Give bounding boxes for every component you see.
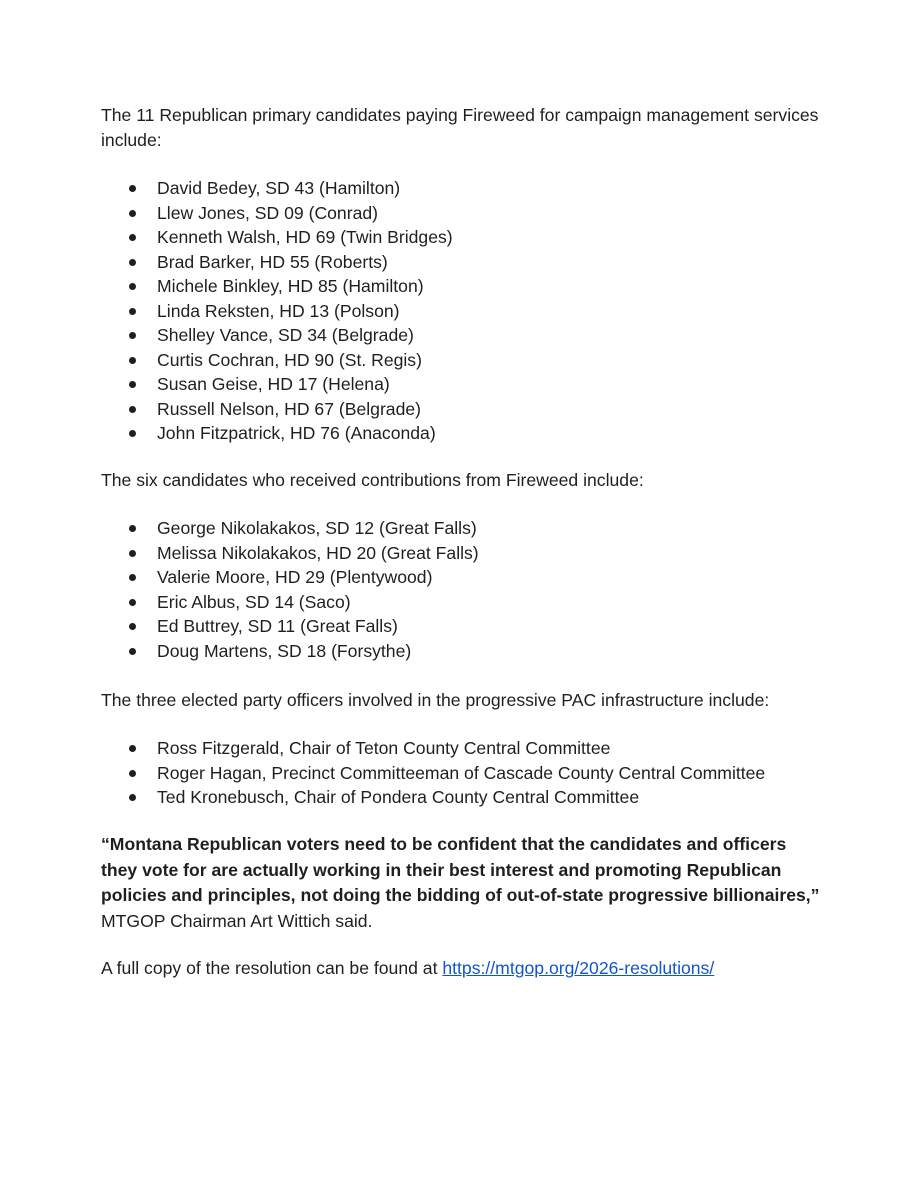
- list-item: [101, 274, 821, 299]
- bullet-icon: [129, 623, 136, 630]
- fireweed-contribution-candidates-list: [101, 516, 821, 663]
- bullet-icon: [129, 357, 136, 364]
- list-item-text: Eric Albus, SD 14 (Saco): [157, 591, 351, 612]
- list-item-text: Valerie Moore, HD 29 (Plentywood): [157, 567, 433, 587]
- bullet-icon: [129, 308, 136, 315]
- list-item-text: John Fitzpatrick, HD 76 (Anaconda): [157, 423, 436, 443]
- list-item: [101, 250, 821, 275]
- list-item-text: Shelley Vance, SD 34 (Belgrade): [157, 325, 414, 345]
- chairman-quote-paragraph: [101, 832, 821, 934]
- list-item: [101, 201, 821, 226]
- bullet-icon: [129, 234, 136, 241]
- list-item: [101, 736, 821, 761]
- list-item: [101, 421, 821, 446]
- bullet-icon: [129, 332, 136, 339]
- list-item: [101, 614, 821, 639]
- bullet-icon: [129, 185, 136, 192]
- list-item: [101, 372, 821, 397]
- list-item-text: Ross Fitzgerald, Chair of Teton County Central Committee: [157, 738, 611, 758]
- list-item-text: Linda Reksten, HD 13 (Polson): [157, 300, 400, 321]
- intro-paragraph-contributions: The six candidates who received contributions from Fireweed include:: [101, 470, 644, 490]
- list-item: [101, 565, 821, 590]
- list-item-text: Russell Nelson, HD 67 (Belgrade): [157, 398, 422, 419]
- list-item: [101, 590, 821, 615]
- closing-paragraph: [101, 956, 821, 981]
- bullet-icon: [129, 770, 136, 777]
- bullet-icon: [129, 550, 136, 557]
- list-item-text: Ed Buttrey, SD 11 (Great Falls): [157, 616, 398, 636]
- resolutions-link[interactable]: https://mtgop.org/2026-resolutions/: [442, 958, 715, 978]
- list-item-text: Brad Barker, HD 55 (Roberts): [157, 251, 388, 272]
- list-item-text: Susan Geise, HD 17 (Helena): [157, 374, 390, 394]
- quote-attribution: MTGOP Chairman Art Wittich said.: [101, 910, 373, 931]
- list-item-text: Ted Kronebusch, Chair of Pondera County Central Committee: [157, 787, 640, 807]
- bullet-icon: [129, 525, 136, 532]
- list-item: [101, 225, 821, 250]
- list-item: [101, 761, 821, 786]
- list-item: [101, 785, 821, 810]
- list-item-text: Curtis Cochran, HD 90 (St. Regis): [157, 349, 422, 370]
- list-item: [101, 299, 821, 324]
- bullet-icon: [129, 745, 136, 752]
- list-item: [101, 541, 821, 566]
- bullet-icon: [129, 381, 136, 388]
- list-item: [101, 516, 821, 541]
- closing-text: A full copy of the resolution can be found at: [101, 958, 443, 978]
- list-item: [101, 348, 821, 373]
- list-item-text: George Nikolakakos, SD 12 (Great Falls): [157, 518, 477, 538]
- bullet-icon: [129, 210, 136, 217]
- chairman-quote: “Montana Republican voters need to be confident that the candidates and officers they vote for are actually working in their best interest and promoting Republican policies and principles, not doing the bidding of out-of-state progressive billionaires,”: [101, 834, 820, 905]
- bullet-icon: [129, 430, 136, 437]
- list-item: [101, 323, 821, 348]
- list-item: [101, 639, 821, 664]
- party-officers-list: [101, 736, 821, 810]
- fireweed-management-candidates-list: [101, 176, 821, 446]
- intro-paragraph-management: The 11 Republican primary candidates paying Fireweed for campaign management services include:: [101, 105, 819, 150]
- bullet-icon: [129, 406, 136, 413]
- bullet-icon: [129, 648, 136, 655]
- bullet-icon: [129, 599, 136, 606]
- list-item-text: David Bedey, SD 43 (Hamilton): [157, 178, 401, 198]
- list-item-text: Melissa Nikolakakos, HD 20 (Great Falls): [157, 542, 479, 563]
- list-item: [101, 176, 821, 201]
- list-item: [101, 397, 821, 422]
- list-item-text: Roger Hagan, Precinct Committeeman of Cascade County Central Committee: [157, 762, 766, 783]
- list-item-text: Doug Martens, SD 18 (Forsythe): [157, 640, 412, 661]
- bullet-icon: [129, 574, 136, 581]
- bullet-icon: [129, 259, 136, 266]
- list-item-text: Kenneth Walsh, HD 69 (Twin Bridges): [157, 227, 453, 247]
- list-item-text: Llew Jones, SD 09 (Conrad): [157, 202, 379, 223]
- bullet-icon: [129, 794, 136, 801]
- list-item-text: Michele Binkley, HD 85 (Hamilton): [157, 276, 424, 296]
- bullet-icon: [129, 283, 136, 290]
- intro-paragraph-officers: The three elected party officers involved in the progressive PAC infrastructure include:: [101, 690, 770, 710]
